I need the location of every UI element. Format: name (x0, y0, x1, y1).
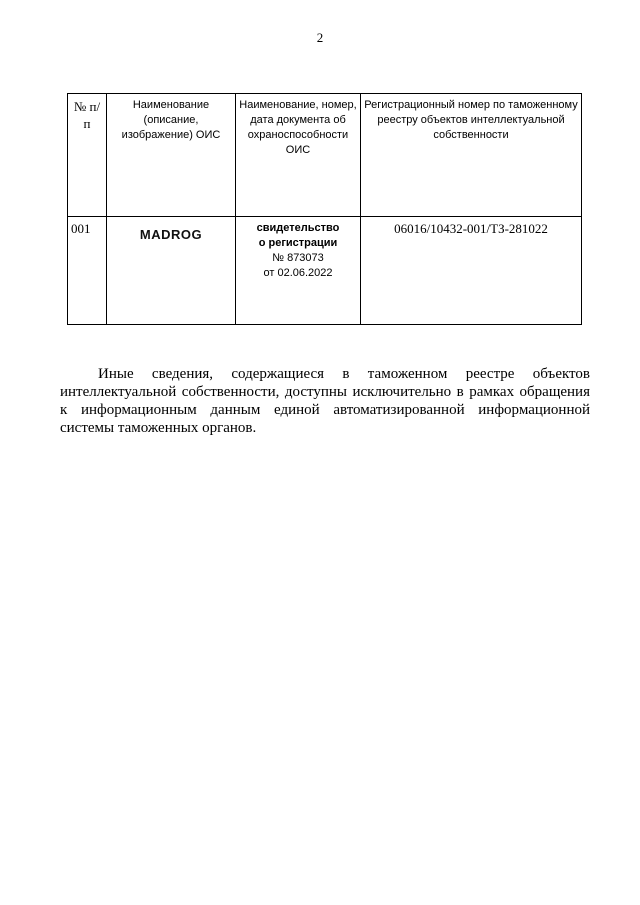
row-number: 001 (68, 217, 107, 325)
document-line: о регистрации (258, 237, 338, 249)
page-number: 2 (316, 30, 324, 45)
trademark-image-cell (107, 217, 236, 325)
header-document: Наименование, номер, дата документа об охраноспособности ОИС (236, 94, 361, 217)
header-name: Наименование (описание, изображение) ОИС (107, 94, 236, 217)
trademark-logo: MADROG (139, 227, 203, 242)
table-header-row (68, 94, 582, 217)
document-cell (236, 217, 361, 325)
certificate-number: № 873073 (272, 252, 324, 264)
registry-table (67, 93, 582, 325)
table-row (68, 217, 582, 325)
registration-number: 06016/10432-001/ТЗ-281022 (361, 217, 582, 325)
header-number: № п/п (68, 94, 107, 217)
header-registration-number: Регистрационный номер по таможенному реестру объектов интеллектуальной собственности (361, 94, 582, 217)
body-paragraph: Иные сведения, содержащиеся в таможенном реестре объектов интеллектуальной собственности, доступны исключительно в рамках обращения к информационным данным единой автоматизированной информационной системы таможенных органов. (60, 366, 590, 436)
document-line: свидетельство (256, 222, 340, 234)
certificate-date: от 02.06.2022 (263, 267, 333, 279)
